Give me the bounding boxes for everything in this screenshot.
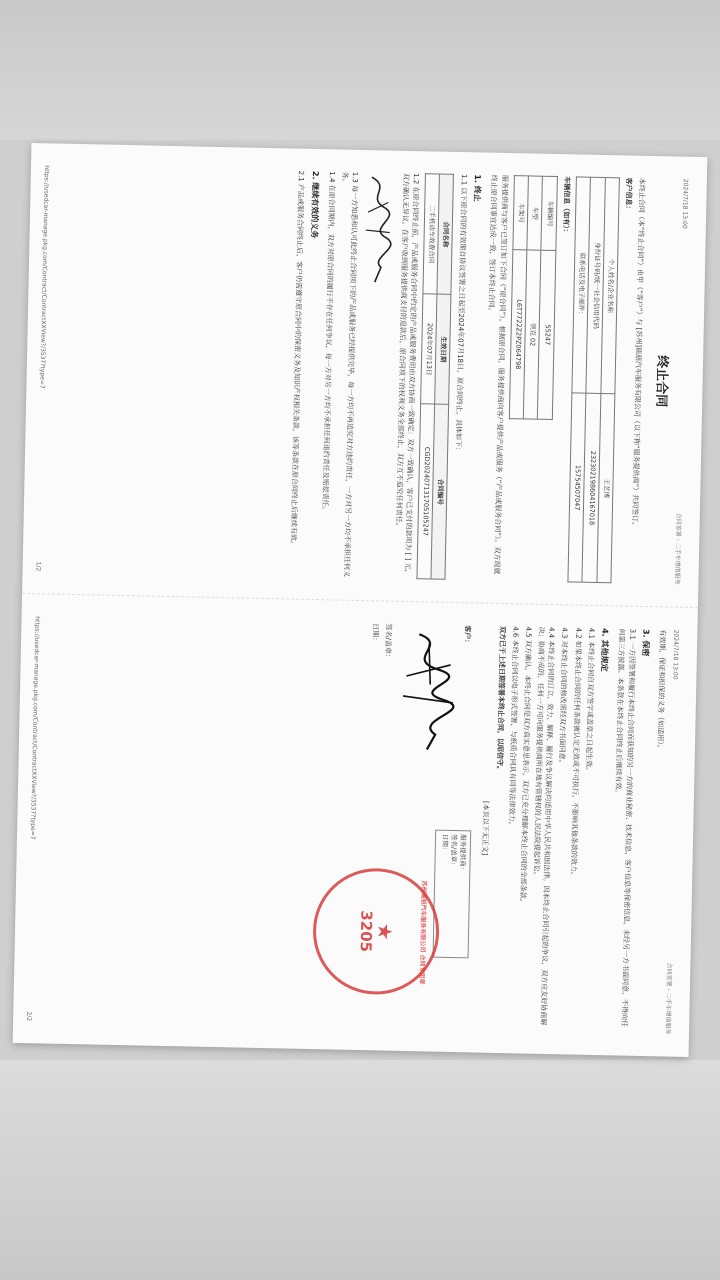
pages-spread	[13, 143, 708, 1057]
closing-text: 双方已于上述日期签署本终止合同，以昭信守。	[495, 625, 507, 774]
contract-paper	[13, 143, 708, 1057]
customer-id-label: 身份证号码/统一社会信用代码	[586, 177, 605, 394]
footer-url: https://usedcar-manage.pkg.com/Contract/ContractXXView?/3537?type=7	[28, 616, 41, 840]
customer-label: 客户：	[463, 625, 472, 647]
footer-url: https://usedcar-manage.pkg.com/Contract/ContractXXView?/3537?type=7	[38, 165, 50, 389]
col-contract-no: 合同编号	[431, 404, 449, 579]
section-2-heading: 2. 继续有效的义务	[309, 170, 320, 239]
customer-name-value: 王艺博	[597, 394, 615, 583]
clause-4-4: 4.4 本终止合同的订立、效力、解释、履行及争议解决均适用中华人民共和国法律。因本终止合同引起的争议，双方应友好协商解决；协商不成的，任何一方可向服务提供商所在地有管辖权的人民法院提起诉讼。	[532, 626, 556, 1026]
signature-area	[297, 622, 475, 1030]
section-3-heading: 3. 保密	[641, 628, 651, 657]
vehicle-info-table	[508, 175, 557, 419]
contract-title: 终止合同	[653, 355, 670, 408]
clause-1-3: 1.3 每一方知悉和认可此终止合同项下的产品或服务已经提供完毕，每一方均不再追究对方违约责任，一方对另一方均不承担任何义务。	[340, 171, 360, 578]
vehicle-info-label: 车辆信息（如有）：	[561, 176, 571, 236]
clause-3-1: 3.1 一方因签署和履行本终止合同而获知的另一方的商业秘密、技术信息、客户信息等保密信息，未经另一方书面同意，不得向任何第三方披露。本条款在本终止合同终止后继续有效。	[614, 628, 637, 1028]
vin-label: 车架号	[512, 176, 528, 251]
col-contract-name: 合同名称	[437, 174, 454, 295]
provider-sign-label: 签名/盖章：	[449, 833, 459, 869]
header-timestamp: 2024/7/18 13:00	[680, 178, 689, 229]
customer-name-label: 个人姓名/企业名称	[601, 178, 620, 395]
desk-top	[0, 0, 720, 140]
page-2-footer	[23, 616, 40, 1021]
footer-page-number: 1/2	[34, 561, 42, 572]
customer-info-table	[567, 176, 620, 583]
vehicle-model-value: 领克 02	[523, 250, 541, 418]
page-2-clause-1: 有效期，保证和担保的义务（如适用）。	[656, 629, 667, 752]
customer-sign-label: 签名/盖章：	[383, 623, 393, 662]
page-1-signature	[355, 172, 397, 579]
header-timestamp: 2024/7/18 13:00	[671, 629, 680, 680]
vehicle-no-value: 55247	[538, 251, 556, 419]
clause-4-2: 4.2 如果本终止合同的任何条款被认定无效或不可执行，不影响其他条款的效力。	[568, 627, 583, 879]
handwritten-signature-1	[361, 172, 398, 293]
recital-text: 服务提供商与客户已签订如下合同（“原合同”）。根据原合同，服务提供商向客户提供产品或服务（“产品或服务合同”）。双方现就终止原合同事宜达成一致，签订本终止合同。	[487, 174, 509, 575]
clause-1-4: 1.4 在原合同期内，双方对原合同的履行不存在任何争议，每一方对另一方均不承担任何违约责任及赔偿责任。	[320, 171, 337, 514]
desk-bottom	[0, 1060, 720, 1280]
footer-page-number: 2/2	[24, 1011, 32, 1022]
company-seal	[312, 867, 441, 996]
page-1-header	[672, 179, 689, 585]
vin-value: L6T7722Z2PZ064798	[509, 250, 527, 418]
header-title: 合同签署 - 二手车增值服务	[673, 512, 682, 585]
seal-ring-text: 苏州瑞朋汽车服务有限公司 合同专用章	[418, 880, 428, 985]
clause-4-6: 4.6 本终止合同以电子形式签署，与纸质合同具有同等法律效力。	[507, 626, 520, 829]
section-1-heading: 1. 终止	[472, 174, 483, 202]
cell-contract-name: 二手机动车收费合同	[423, 174, 440, 295]
customer-info-label: 客户信息：	[624, 177, 634, 213]
vehicle-no-label: 车辆编号	[541, 176, 557, 251]
customer-phone-value: 15754507047	[568, 393, 586, 582]
cell-contract-no: CGD202407131705105247	[417, 404, 435, 579]
header-title: 合同签署 - 二手车增值服务	[663, 962, 673, 1035]
col-effective-date: 生效日期	[435, 294, 452, 404]
blank-note: [本页以下无正文]	[480, 800, 490, 856]
customer-date-label: 日期：	[371, 623, 380, 645]
section-4-heading: 4. 其他规定	[599, 628, 610, 672]
seal-number: 3205	[356, 910, 376, 953]
seal-star-icon: ★	[372, 922, 397, 941]
clause-4-1: 4.1 本终止合同自双方签字或盖章之日起生效。	[584, 627, 596, 775]
page-1-footer	[33, 165, 50, 571]
cell-effective-date: 2024年07月13日	[420, 294, 437, 404]
vehicle-model-label: 车型	[527, 176, 543, 251]
handwritten-signature-2	[397, 624, 460, 755]
provider-date-label: 日期：	[440, 833, 449, 854]
clause-4-3: 4.3 对本终止合同的修改需经双方书面同意。	[557, 627, 569, 767]
clause-2-1: 2.1 产品或服务合同终止后，客户仍需遵守原合同中的保密义务及知识产权相关条款，该等条款在原合同终止后继续有效。	[289, 170, 306, 549]
provider-label: 服务提供商：	[458, 834, 468, 874]
page-2	[13, 593, 698, 1057]
original-contract-table	[416, 173, 454, 580]
page-1	[22, 143, 707, 607]
clause-1-2: 1.2 在原合同终止前，产品或服务合同中约定的产品或服务费用由双方协商一致确定：双方一致确认，客户已支付的款项为 [ ] 元，双方确认无异议。在客户收到服务提供商支付的退款后，原合同项下的权利义务全部终止，双方互不追究任何责任。	[393, 172, 420, 577]
paper-content-rotated	[13, 143, 708, 1057]
clause-1-1: 1.1 以下原合同的有效期自协议签署之日起至2024年07月18日，原合同终止，具体如下：	[453, 173, 468, 455]
clause-4-5: 4.5 双方确认，本终止合同是双方真实意思表示，双方已充分理解本终止合同的全部条款。	[518, 626, 533, 906]
intro-text: 本终止合同（本“终止合同”）由甲（“客户”）与 [苏州]瑞朋汽车服务有限公司（以下称“服务提供商”）共同签订。	[631, 177, 647, 530]
provider-sign-block	[297, 827, 471, 1031]
customer-id-value: 232302198604167018	[582, 394, 600, 583]
customer-sign-block	[303, 622, 476, 756]
customer-phone-label: 联系电话及电子邮件：	[572, 177, 591, 394]
